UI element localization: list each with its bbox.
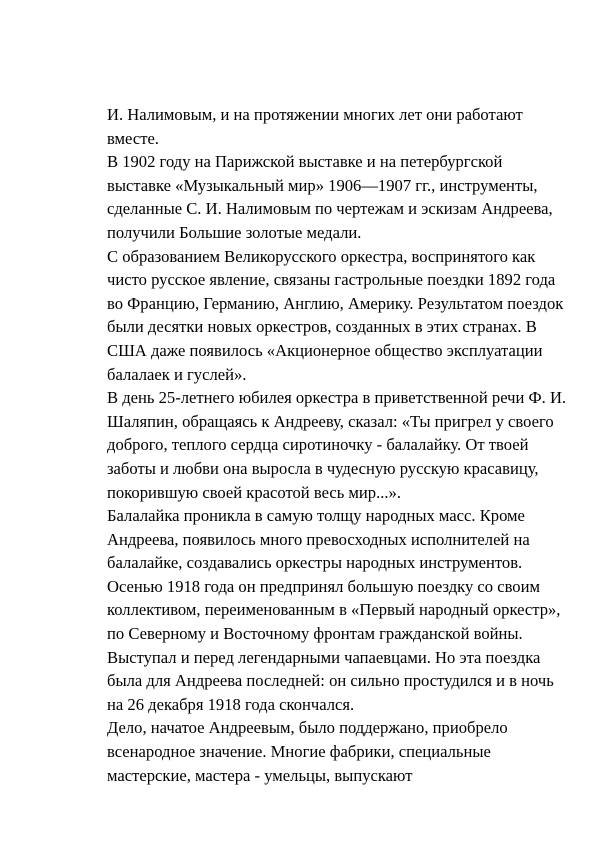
text-line: Выступал и перед легендарными чапаевцами. Но эта поездка xyxy=(107,647,541,667)
text-line: С образованием Великорусского оркестра, воспринятого как xyxy=(107,246,536,266)
text-line: доброго, теплого сердца сиротиночку - балалайку. От твоей xyxy=(107,435,529,455)
text-line: Шаляпин, обращаясь к Андрееву, сказал: «Ты пригрел у своего xyxy=(107,411,554,431)
text-line: вместе. xyxy=(107,128,159,148)
text-line: коллективом, переименованным в «Первый народный оркестр», xyxy=(107,600,561,620)
text-line: покорившую своей красотой весь мир...». xyxy=(107,482,401,502)
text-line: Андреева, появилось много превосходных исполнителей на xyxy=(107,529,530,549)
text-line: США даже появилось «Акционерное общество эксплуатации xyxy=(107,340,543,360)
text-line: были десятки новых оркестров, созданных в этих странах. В xyxy=(107,317,537,337)
text-line: выставке «Музыкальный мир» 1906—1907 гг., инструменты, xyxy=(107,175,538,195)
text-line: сделанные С. И. Налимовым по чертежам и эскизам Андреева, xyxy=(107,199,553,219)
text-line: чисто русское явление, связаны гастрольные поездки 1892 года xyxy=(107,270,556,290)
text-line: во Францию, Германию, Англию, Америку. Результатом поездок xyxy=(107,293,564,313)
text-line: Балалайка проникла в самую толщу народных масс. Кроме xyxy=(107,506,525,526)
text-line: заботы и любви она выросла в чудесную русскую красавицу, xyxy=(107,458,539,478)
text-line: по Северному и Восточному фронтам гражданской войны. xyxy=(107,624,523,644)
text-line: В день 25-летнего юбилея оркестра в приветственной речи Ф. И. xyxy=(107,388,567,408)
text-line: на 26 декабря 1918 года скончался. xyxy=(107,694,355,714)
text-line: всенародное значение. Многие фабрики, специальные xyxy=(107,742,491,762)
text-line: Осенью 1918 года он предпринял большую поездку со своим xyxy=(107,576,540,596)
text-line: И. Налимовым, и на протяжении многих лет они работают xyxy=(107,105,523,124)
text-line: была для Андреева последней: он сильно простудился и в ночь xyxy=(107,671,554,691)
text-line: балалаек и гуслей». xyxy=(107,364,247,384)
text-line: В 1902 году на Парижской выставке и на петербургской xyxy=(107,152,503,172)
text-line: балалайке, создавались оркестры народных инструментов. xyxy=(107,553,523,573)
text-line: Дело, начатое Андреевым, было поддержано, приобрело xyxy=(107,718,508,738)
body-text xyxy=(107,103,567,787)
text-line: мастерские, мастера - умельцы, выпускают xyxy=(107,765,413,785)
text-line: получили Большие золотые медали. xyxy=(107,222,362,242)
